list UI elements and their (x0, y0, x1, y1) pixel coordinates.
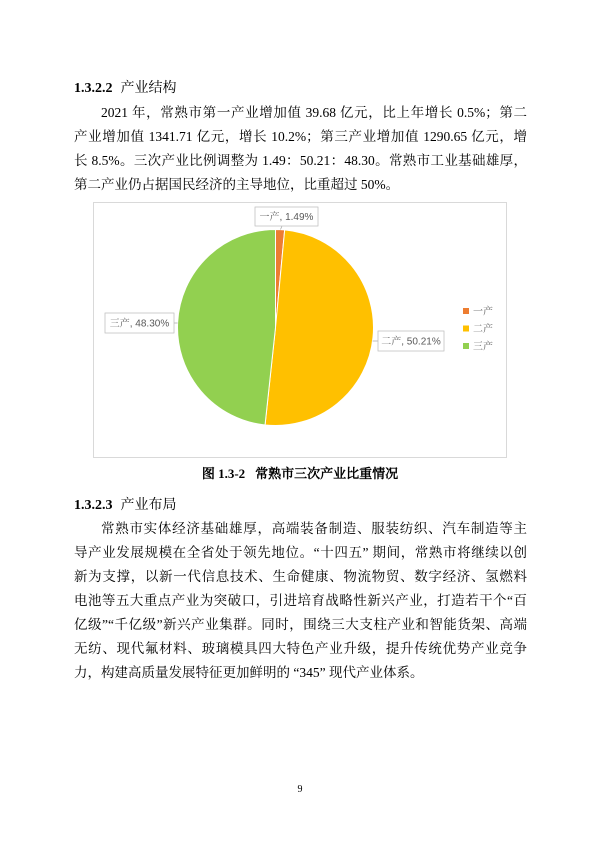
figure-title: 常熟市三次产业比重情况 (255, 467, 399, 482)
pie-slice-tertiary-industry (177, 230, 275, 425)
legend-item-secondary-industry (463, 322, 493, 335)
paragraph (74, 101, 527, 197)
paragraph-line: 产业增加值 1341.71 亿元，增长 10.2%；第三产业增加值 1290.65 亿元，增 (74, 129, 527, 144)
data-label-text: 三产, 48.30% (109, 318, 170, 330)
figure-caption (0, 462, 600, 486)
data-label-primary-industry (255, 207, 318, 230)
leader-line (281, 226, 283, 230)
section-heading (74, 76, 177, 100)
pie-chart (94, 203, 506, 457)
pie (177, 230, 373, 426)
legend (463, 305, 493, 353)
chart-area (93, 202, 507, 458)
section-heading (74, 493, 177, 517)
paragraph-line: 2021 年，常熟市第一产业增加值 39.68 亿元，比上年增长 0.5%；第二 (101, 105, 527, 120)
legend-swatch (463, 343, 469, 349)
paragraph-line: 第二产业仍占据国民经济的主导地位，比重超过 50%。 (74, 177, 400, 192)
data-label-secondary-industry (373, 331, 444, 351)
section-number: 1.3.2.2 (74, 81, 113, 96)
legend-label: 三产 (473, 341, 493, 353)
data-label-text: 一产, 1.49% (259, 212, 314, 223)
paragraph-line: 亿级”“千亿级”新兴产业集群。同时，围绕三大支柱产业和智能货架、高端 (74, 617, 527, 632)
paragraph-line: 常熟市实体经济基础雄厚，高端装备制造、服装纺织、汽车制造等主 (101, 521, 527, 536)
paragraph-line: 电池等五大重点产业为突破口，引进培育战略性新兴产业，打造若干个“百 (74, 593, 527, 608)
legend-label: 二产 (473, 324, 493, 335)
paragraph-line: 力，构建高质量发展特征更加鲜明的 “345” 现代产业体系。 (74, 665, 424, 680)
section-number: 1.3.2.3 (74, 498, 113, 513)
data-label-text: 二产, 50.21% (381, 336, 441, 348)
legend-swatch (463, 326, 469, 332)
legend-item-tertiary-industry (463, 340, 493, 353)
legend-label: 一产 (473, 306, 493, 318)
legend-item-primary-industry (463, 305, 493, 318)
data-label-tertiary-industry (105, 313, 178, 333)
section-title: 产业结构 (120, 80, 177, 96)
paragraph-line: 新为支撑，以新一代信息技术、生命健康、物流物贸、数字经济、氢燃料 (74, 569, 527, 584)
paragraph-line: 长 8.5%。三次产业比例调整为 1.49：50.21：48.30。常熟市工业基础雄厚， (74, 153, 527, 168)
section-title: 产业布局 (120, 497, 177, 513)
paragraph (74, 517, 527, 685)
page-number: 9 (297, 784, 303, 795)
paragraph-line: 无纺、现代氟材料、玻璃模具四大特色产业升级，提升传统优势产业竞争 (74, 641, 527, 656)
figure-label: 图 1.3-2 (201, 466, 246, 481)
paragraph-line: 导产业发展规模在全省处于领先地位。“十四五” 期间，常熟市将继续以创 (74, 545, 527, 560)
legend-swatch (463, 308, 469, 314)
